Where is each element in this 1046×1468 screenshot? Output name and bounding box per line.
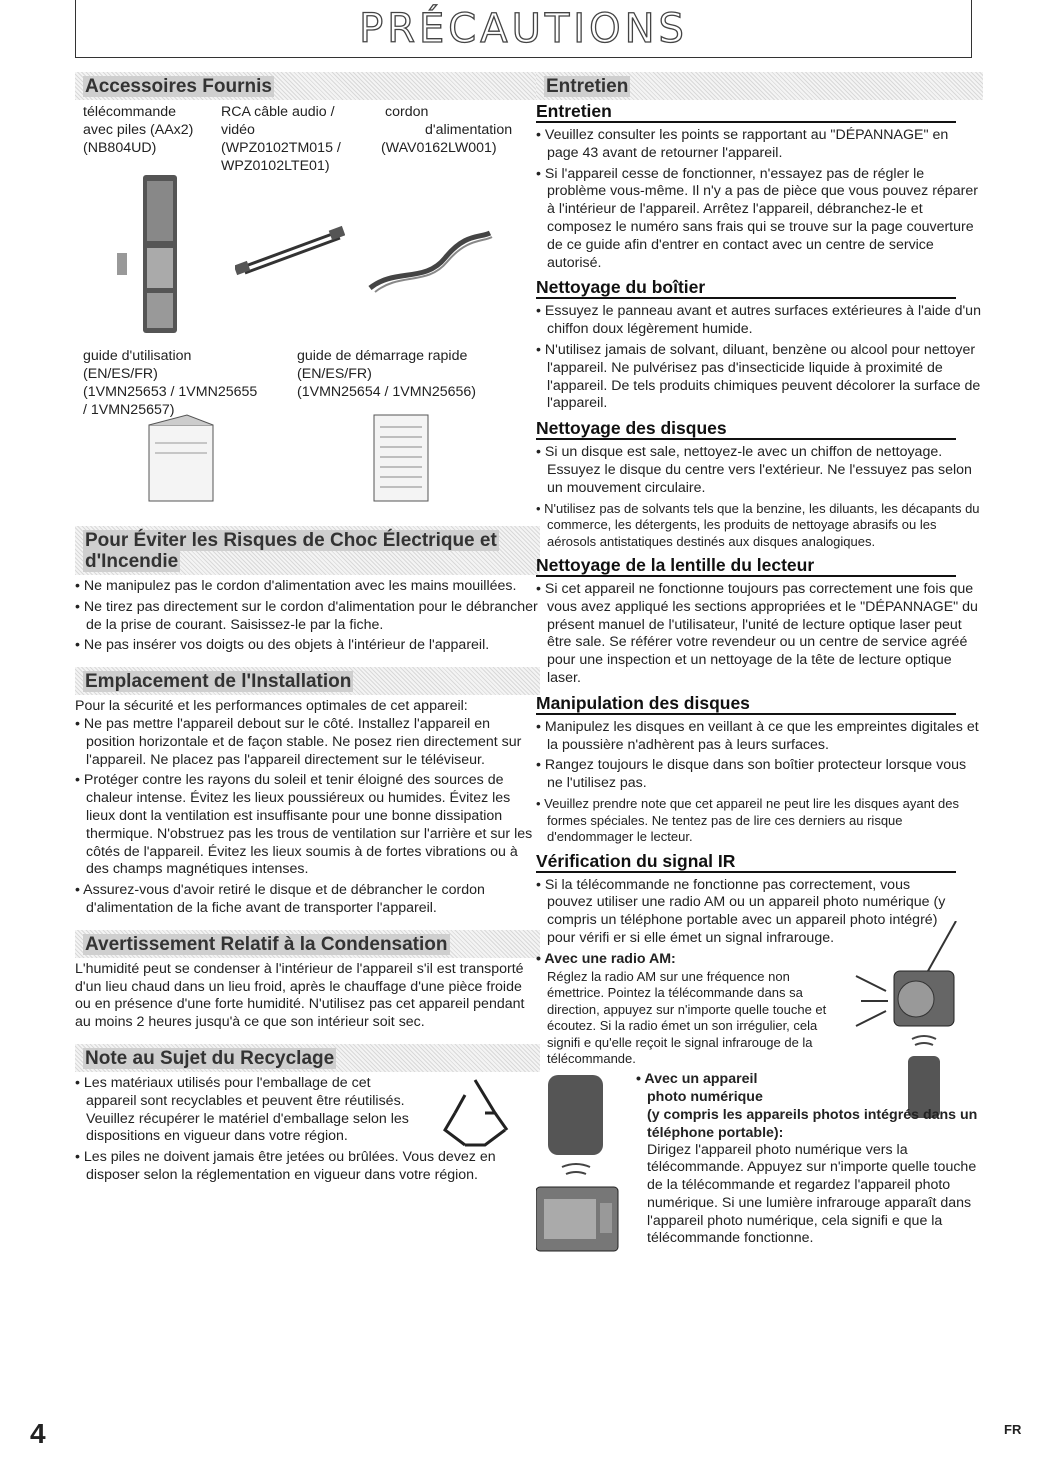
quick-guide-label: guide de démarrage rapide (EN/ES/FR) (1VMN25654 / 1VMN25656) xyxy=(297,348,477,400)
install-heading: Emplacement de l'Installation xyxy=(75,667,540,695)
list-item: • Les piles ne doivent jamais être jetées ou brûlées. Vous devez en disposer selon la réglementation en vigueur dans votre région. xyxy=(75,1149,540,1185)
recycle-icon xyxy=(435,1075,515,1150)
shock-list xyxy=(75,578,540,655)
lentille-heading: Nettoyage de la lentille du lecteur xyxy=(536,555,956,577)
condensation-heading: Avertissement Relatif à la Condensation xyxy=(75,930,540,958)
am-text: Réglez la radio AM sur une fréquence non émettrice. Pointez la télécommande dans sa direction, appuyez sur n'importe quelle touche et écoutez. Si la radio émet un son irrégulier, cela signifi e qu'elle reçoit le signal infrarouge de la télécommande. xyxy=(547,968,827,1066)
camera-block xyxy=(536,1070,983,1280)
camera-title-1: • Avec un appareil xyxy=(636,1070,758,1087)
boitier-heading: Nettoyage du boîtier xyxy=(536,277,956,299)
language-label: FR xyxy=(1004,1422,1022,1437)
manipulation-list xyxy=(536,719,983,846)
page-number: 4 xyxy=(30,1418,46,1449)
list-item: • Si la télécommande ne fonctionne pas correctement, vous pouvez utiliser une radio AM ou un appareil photo numérique (y compris un téléphone portable avec un appareil photo intégré) pour vérifi er si elle émet un signal infrarouge. xyxy=(536,877,957,948)
manipulation-heading: Manipulation des disques xyxy=(536,693,956,715)
recycle-list-2 xyxy=(75,1149,540,1185)
list-item: • N'utilisez pas de solvants tels que la benzine, les diluants, les décapants du commerce, les détergents, les produits de nettoyage abrasifs ou les aérosols antistatiques destinés aux disques analogiques. xyxy=(536,501,983,551)
list-item: • Veuillez consulter les points se rapportant au "DÉPANNAGE" en page 43 avant de retourner l'appareil. xyxy=(536,127,983,163)
accessories-heading: Accessoires Fournis xyxy=(75,72,540,100)
camera-title-2: photo numérique xyxy=(647,1088,763,1105)
manuals-images xyxy=(75,413,540,518)
list-item: • Ne tirez pas directement sur le cordon d'alimentation pour le débrancher de la prise de courant. Saisissez-le par la fiche. xyxy=(75,599,540,635)
am-title: • Avec une radio AM: xyxy=(536,950,676,967)
list-item: • Si un disque est sale, nettoyez-le avec un chiffon de nettoyage. Essuyez le disque du centre vers l'extérieur. Ne l'essuyez pas selon un mouvement circulaire. xyxy=(536,444,983,497)
power-cord-icon xyxy=(365,228,495,298)
rca-cable-icon xyxy=(235,223,345,278)
recycle-heading: Note au Sujet du Recyclage xyxy=(75,1044,540,1072)
left-column xyxy=(75,72,540,1188)
entretien-heading: Entretien xyxy=(536,101,956,123)
ir-heading: Vérification du signal IR xyxy=(536,851,956,873)
condensation-text: L'humidité peut se condenser à l'intérieur de l'appareil s'il est transporté d'un lieu chaud dans un lieu froid, après le chauffage d'une pièce froide ou en présence d'une forte humidité. N'utilisez pas cet appareil pendant au moins 2 heures jusqu'à ce que son intérieur soit sec. xyxy=(75,960,525,1031)
remote-label: télécommande avec piles (AAx2) (NB804UD) xyxy=(83,104,194,156)
list-item: • Veuillez prendre note que cet appareil ne peut lire les disques ayant des formes spéciales. Ne tentez pas de lire ces derniers au risque d'endommager le lecteur. xyxy=(536,796,983,846)
list-item: • Essuyez le panneau avant et autres surfaces extérieures à l'aide d'un chiffon doux légèrement humide. xyxy=(536,303,983,339)
accessories-block xyxy=(75,103,540,418)
disques-heading: Nettoyage des disques xyxy=(536,418,956,440)
list-item: • Les matériaux utilisés pour l'emballage de cet appareil sont recyclables et peuvent être réutilisés. Veuillez récupérer le matériel d'emballage selon les dispositions en vigueur dans votre région. xyxy=(75,1075,420,1146)
list-item: • N'utilisez jamais de solvant, diluant, benzène ou alcool pour nettoyer l'appareil. Ne pulvérisez pas d'insecticide liquide à proximité de l'appareil. De tels produits chimiques peuvent décolorer la surface de l'appareil. xyxy=(536,342,983,413)
title-box xyxy=(75,0,972,58)
list-item: • Manipulez les disques en veillant à ce que les empreintes digitales et la poussière n'adhèrent pas à leurs surfaces. xyxy=(536,719,983,755)
quick-guide-icon xyxy=(372,413,432,503)
manual-label: guide d'utilisation (EN/ES/FR) (1VMN25653 / 1VMN25655 / 1VMN25657) xyxy=(83,348,258,418)
recycle-block xyxy=(75,1075,540,1185)
camera-title-3: (y compris les appareils photos intégrés dans un téléphone portable): xyxy=(647,1106,978,1141)
install-intro: Pour la sécurité et les performances optimales de cet appareil: xyxy=(75,698,468,715)
install-list xyxy=(75,716,540,918)
shock-heading: Pour Éviter les Risques de Choc Électrique et d'Incendie xyxy=(75,526,540,575)
list-item: • Protéger contre les rayons du soleil et tenir éloigné des sources de chaleur intense. Évitez les lieux poussiéreux ou humides. Évitez les lieux dont la ventilation est insuffisante pour une bonne dissipation thermique. N'obstruez pas les trous de ventilation sur l'arrière et sur les côtés de l'appareil. Évitez les lieux soumis à de fortes vibrations ou à des champs magnétiques intenses. xyxy=(75,772,540,879)
list-item: • Si cet appareil ne fonctionne toujours pas correctement une fois que vous avez appliqué les sections appropriées et le "DÉPANNAGE" du présent manuel de l'utilisateur, l'unité de lecture optique laser peut être sale. Se référer votre revendeur ou un centre de service agréé pour une inspection et un nettoyage de la tête de lecture optique laser. xyxy=(536,581,983,688)
list-item: • Ne manipulez pas le cordon d'alimentation avec les mains mouillées. xyxy=(75,578,540,596)
list-item: • Ne pas mettre l'appareil debout sur le côté. Installez l'appareil en position horizontale et de façon stable. Ne posez rien directement sur l'appareil. Ne placez pas l'appareil directement sur le téléviseur. xyxy=(75,716,540,769)
disques-list xyxy=(536,444,983,550)
camera-text: Dirigez l'appareil photo numérique vers la télécommande. Appuyez sur n'importe quelle touche de la télécommande et regardez l'appareil photo numérique. Si une lumière infrarouge apparaît dans l'appareil photo numérique, cela signifi e que la télécommande fonctionne. xyxy=(647,1141,977,1247)
boitier-list xyxy=(536,303,983,413)
entretien-band: Entretien xyxy=(536,72,983,100)
ir-methods xyxy=(536,951,983,1280)
rca-label: RCA câble audio / vidéo (WPZ0102TM015 / WPZ0102LTE01) xyxy=(221,104,341,174)
lentille-list xyxy=(536,581,983,688)
camera-remote-icon xyxy=(536,1075,626,1265)
page-title: PRÉCAUTIONS xyxy=(359,5,688,52)
camera-text-block xyxy=(636,1070,981,1249)
right-column xyxy=(536,72,983,1280)
list-item: • Si l'appareil cesse de fonctionner, n'essayez pas de régler le problème vous-même. Il n'y a pas de pièce que vous pouvez réparer à l'intérieur de l'appareil. Arrêtez l'appareil, débranchez-le et composez le numéro sans frais qui se trouve sur la page couverture de ce guide afin d'entrer en contact avec un centre de service autorisé. xyxy=(536,166,983,273)
manual-book-icon xyxy=(147,413,217,503)
recycle-list xyxy=(75,1075,420,1146)
list-item: • Assurez-vous d'avoir retiré le disque et de débrancher le cordon d'alimentation de la fiche avant de transporter l'appareil. xyxy=(75,882,540,918)
list-item: • Ne pas insérer vos doigts ou des objets à l'intérieur de l'appareil. xyxy=(75,637,540,655)
entretien-list xyxy=(536,127,983,272)
cord-label: cordon d'alimentation (WAV0162LW001) xyxy=(381,104,513,156)
list-item: • Rangez toujours le disque dans son boîtier protecteur lorsque vous ne l'utilisez pas. xyxy=(536,757,983,793)
remote-icon xyxy=(115,173,190,338)
